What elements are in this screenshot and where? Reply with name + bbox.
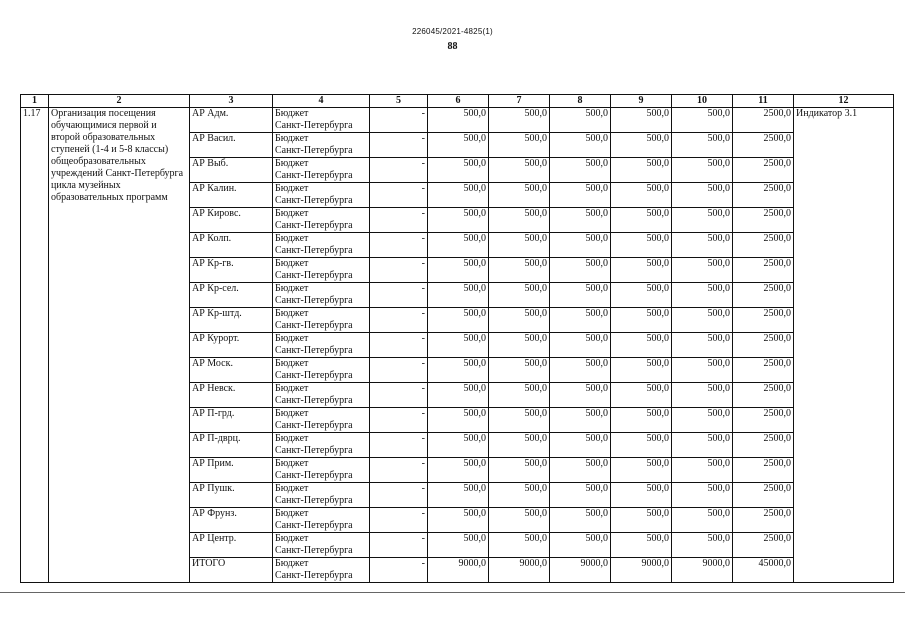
c6-value-cell: 500,0 (428, 133, 489, 158)
funding-source-line2: Санкт-Петербурга (275, 370, 353, 381)
column-header-6: 6 (428, 95, 489, 108)
funding-source-line2: Санкт-Петербурга (275, 295, 353, 306)
district-cell: АР Пушк. (190, 483, 273, 508)
funding-source-line1: Бюджет (275, 283, 309, 294)
col5-cell: - (370, 308, 428, 333)
district-cell: АР Фрунз. (190, 508, 273, 533)
c11-value-cell: 2500,0 (733, 208, 794, 233)
c9-value-cell: 500,0 (611, 533, 672, 558)
funding-source-line2: Санкт-Петербурга (275, 145, 353, 156)
funding-source-line1: Бюджет (275, 433, 309, 444)
funding-source-line1: Бюджет (275, 458, 309, 469)
funding-source-cell (273, 183, 370, 208)
c6-value-cell: 500,0 (428, 383, 489, 408)
c11-value-cell: 2500,0 (733, 458, 794, 483)
c10-value-cell: 500,0 (672, 108, 733, 133)
funding-source-line2: Санкт-Петербурга (275, 345, 353, 356)
c10-value-cell: 500,0 (672, 158, 733, 183)
c10-value-cell: 500,0 (672, 258, 733, 283)
c8-value-cell: 500,0 (550, 358, 611, 383)
c6-value-cell: 500,0 (428, 433, 489, 458)
c8-value-cell: 500,0 (550, 258, 611, 283)
funding-source-line1: Бюджет (275, 333, 309, 344)
funding-source-line2: Санкт-Петербурга (275, 420, 353, 431)
c10-value-cell: 500,0 (672, 383, 733, 408)
document-id: 226045/2021-4825(1) (412, 27, 493, 36)
funding-source-line1: Бюджет (275, 383, 309, 394)
c6-value-cell: 500,0 (428, 208, 489, 233)
c9-value-cell: 500,0 (611, 283, 672, 308)
funding-source-cell (273, 333, 370, 358)
funding-source-line1: Бюджет (275, 508, 309, 519)
district-cell: ИТОГО (190, 558, 273, 583)
c8-value-cell: 500,0 (550, 233, 611, 258)
c8-value-cell: 500,0 (550, 383, 611, 408)
c7-value-cell: 500,0 (489, 308, 550, 333)
district-cell: АР Центр. (190, 533, 273, 558)
funding-source-line2: Санкт-Петербурга (275, 495, 353, 506)
c6-value-cell: 500,0 (428, 258, 489, 283)
col5-cell: - (370, 408, 428, 433)
c11-value-cell: 2500,0 (733, 258, 794, 283)
funding-source-cell (273, 458, 370, 483)
c10-value-cell: 500,0 (672, 208, 733, 233)
c8-value-cell: 500,0 (550, 183, 611, 208)
funding-source-cell (273, 383, 370, 408)
column-header-row (21, 95, 894, 108)
col5-cell: - (370, 233, 428, 258)
c8-value-cell: 500,0 (550, 433, 611, 458)
col5-cell: - (370, 208, 428, 233)
c7-value-cell: 500,0 (489, 258, 550, 283)
col5-cell: - (370, 258, 428, 283)
funding-source-line2: Санкт-Петербурга (275, 170, 353, 181)
column-header-8: 8 (550, 95, 611, 108)
district-cell: АР П-грд. (190, 408, 273, 433)
c10-value-cell: 500,0 (672, 233, 733, 258)
c8-value-cell: 500,0 (550, 133, 611, 158)
c11-value-cell: 2500,0 (733, 308, 794, 333)
c7-value-cell: 500,0 (489, 183, 550, 208)
c9-value-cell: 500,0 (611, 308, 672, 333)
c7-value-cell: 500,0 (489, 533, 550, 558)
column-header-9: 9 (611, 95, 672, 108)
col5-cell: - (370, 333, 428, 358)
c10-value-cell: 500,0 (672, 183, 733, 208)
district-cell: АР Выб. (190, 158, 273, 183)
c10-value-cell: 500,0 (672, 358, 733, 383)
district-cell: АР Адм. (190, 108, 273, 133)
col5-cell: - (370, 558, 428, 583)
col5-cell: - (370, 508, 428, 533)
funding-source-line1: Бюджет (275, 258, 309, 269)
c11-value-cell: 2500,0 (733, 433, 794, 458)
c11-value-cell: 2500,0 (733, 508, 794, 533)
c8-value-cell: 500,0 (550, 208, 611, 233)
c6-value-cell: 500,0 (428, 308, 489, 333)
funding-source-line1: Бюджет (275, 358, 309, 369)
c10-value-cell: 500,0 (672, 508, 733, 533)
c6-value-cell: 500,0 (428, 508, 489, 533)
c9-value-cell: 500,0 (611, 208, 672, 233)
c11-value-cell: 2500,0 (733, 533, 794, 558)
funding-source-line1: Бюджет (275, 158, 309, 169)
c11-value-cell: 2500,0 (733, 383, 794, 408)
c11-value-cell: 2500,0 (733, 333, 794, 358)
indicator-cell: Индикатор 3.1 (794, 108, 894, 583)
c10-value-cell: 500,0 (672, 308, 733, 333)
col5-cell: - (370, 158, 428, 183)
funding-source-line2: Санкт-Петербурга (275, 270, 353, 281)
column-header-3: 3 (190, 95, 273, 108)
funding-source-line2: Санкт-Петербурга (275, 570, 353, 581)
funding-source-line2: Санкт-Петербурга (275, 395, 353, 406)
col5-cell: - (370, 283, 428, 308)
funding-source-cell (273, 108, 370, 133)
c9-value-cell: 500,0 (611, 233, 672, 258)
district-cell: АР Колп. (190, 233, 273, 258)
column-header-11: 11 (733, 95, 794, 108)
c7-value-cell: 500,0 (489, 483, 550, 508)
c8-value-cell: 500,0 (550, 108, 611, 133)
c8-value-cell: 500,0 (550, 483, 611, 508)
c8-value-cell: 500,0 (550, 158, 611, 183)
funding-source-cell (273, 433, 370, 458)
c9-value-cell: 500,0 (611, 483, 672, 508)
c8-value-cell: 500,0 (550, 308, 611, 333)
c10-value-cell: 500,0 (672, 483, 733, 508)
c6-value-cell: 500,0 (428, 183, 489, 208)
c7-value-cell: 500,0 (489, 408, 550, 433)
c6-value-cell: 500,0 (428, 458, 489, 483)
col5-cell: - (370, 133, 428, 158)
c8-value-cell: 500,0 (550, 533, 611, 558)
funding-source-cell (273, 533, 370, 558)
c7-value-cell: 9000,0 (489, 558, 550, 583)
c7-value-cell: 500,0 (489, 383, 550, 408)
funding-source-line2: Санкт-Петербурга (275, 195, 353, 206)
column-header-12: 12 (794, 95, 894, 108)
c8-value-cell: 500,0 (550, 508, 611, 533)
funding-source-line1: Бюджет (275, 183, 309, 194)
c11-value-cell: 2500,0 (733, 233, 794, 258)
c10-value-cell: 500,0 (672, 333, 733, 358)
col5-cell: - (370, 533, 428, 558)
funding-source-line2: Санкт-Петербурга (275, 120, 353, 131)
funding-source-line1: Бюджет (275, 133, 309, 144)
c7-value-cell: 500,0 (489, 233, 550, 258)
c6-value-cell: 500,0 (428, 283, 489, 308)
c9-value-cell: 500,0 (611, 183, 672, 208)
c6-value-cell: 500,0 (428, 333, 489, 358)
funding-source-line1: Бюджет (275, 308, 309, 319)
c7-value-cell: 500,0 (489, 133, 550, 158)
c7-value-cell: 500,0 (489, 333, 550, 358)
funding-source-line2: Санкт-Петербурга (275, 445, 353, 456)
activity-description-cell: Организация посещения обучающимися первой и второй образовательных ступеней (1-4 и 5-8 классы) общеобразовательных учреждений Санкт-Петербурга цикла музейных образовательных программ (49, 108, 190, 583)
c6-value-cell: 500,0 (428, 108, 489, 133)
funding-source-line1: Бюджет (275, 108, 309, 119)
district-cell: АР Прим. (190, 458, 273, 483)
col5-cell: - (370, 383, 428, 408)
page-edge-line (0, 592, 905, 593)
funding-source-line1: Бюджет (275, 208, 309, 219)
district-cell: АР Моск. (190, 358, 273, 383)
funding-source-cell (273, 358, 370, 383)
district-cell: АР Курорт. (190, 333, 273, 358)
c8-value-cell: 500,0 (550, 458, 611, 483)
c7-value-cell: 500,0 (489, 358, 550, 383)
c7-value-cell: 500,0 (489, 108, 550, 133)
c11-value-cell: 2500,0 (733, 408, 794, 433)
funding-source-line1: Бюджет (275, 483, 309, 494)
c10-value-cell: 500,0 (672, 133, 733, 158)
c9-value-cell: 500,0 (611, 133, 672, 158)
c11-value-cell: 2500,0 (733, 108, 794, 133)
c9-value-cell: 500,0 (611, 358, 672, 383)
table-row (21, 108, 894, 133)
col5-cell: - (370, 458, 428, 483)
district-cell: АР Кировс. (190, 208, 273, 233)
page-number: 88 (447, 41, 458, 52)
c9-value-cell: 500,0 (611, 333, 672, 358)
c6-value-cell: 500,0 (428, 233, 489, 258)
c6-value-cell: 500,0 (428, 533, 489, 558)
c9-value-cell: 9000,0 (611, 558, 672, 583)
funding-source-line1: Бюджет (275, 233, 309, 244)
funding-source-cell (273, 208, 370, 233)
column-header-4: 4 (273, 95, 370, 108)
c10-value-cell: 500,0 (672, 283, 733, 308)
c6-value-cell: 500,0 (428, 483, 489, 508)
c7-value-cell: 500,0 (489, 458, 550, 483)
funding-source-cell (273, 233, 370, 258)
c11-value-cell: 2500,0 (733, 158, 794, 183)
c6-value-cell: 500,0 (428, 158, 489, 183)
c9-value-cell: 500,0 (611, 508, 672, 533)
funding-source-line2: Санкт-Петербурга (275, 220, 353, 231)
c11-value-cell: 45000,0 (733, 558, 794, 583)
funding-source-line2: Санкт-Петербурга (275, 470, 353, 481)
c10-value-cell: 500,0 (672, 533, 733, 558)
c10-value-cell: 500,0 (672, 408, 733, 433)
column-header-5: 5 (370, 95, 428, 108)
district-cell: АР Кр-сел. (190, 283, 273, 308)
c7-value-cell: 500,0 (489, 158, 550, 183)
c9-value-cell: 500,0 (611, 408, 672, 433)
col5-cell: - (370, 358, 428, 383)
funding-source-line1: Бюджет (275, 408, 309, 419)
c10-value-cell: 500,0 (672, 433, 733, 458)
c8-value-cell: 9000,0 (550, 558, 611, 583)
district-cell: АР П-дврц. (190, 433, 273, 458)
col5-cell: - (370, 108, 428, 133)
district-cell: АР Калин. (190, 183, 273, 208)
c7-value-cell: 500,0 (489, 283, 550, 308)
c9-value-cell: 500,0 (611, 383, 672, 408)
c8-value-cell: 500,0 (550, 408, 611, 433)
c10-value-cell: 500,0 (672, 458, 733, 483)
funding-source-cell (273, 308, 370, 333)
district-cell: АР Кр-гв. (190, 258, 273, 283)
c10-value-cell: 9000,0 (672, 558, 733, 583)
col5-cell: - (370, 183, 428, 208)
funding-source-cell (273, 283, 370, 308)
c11-value-cell: 2500,0 (733, 133, 794, 158)
c11-value-cell: 2500,0 (733, 483, 794, 508)
funding-source-cell (273, 158, 370, 183)
c6-value-cell: 500,0 (428, 358, 489, 383)
column-header-1: 1 (21, 95, 49, 108)
c8-value-cell: 500,0 (550, 333, 611, 358)
item-number-cell: 1.17 (21, 108, 49, 583)
funding-source-cell (273, 483, 370, 508)
district-cell: АР Невск. (190, 383, 273, 408)
c7-value-cell: 500,0 (489, 208, 550, 233)
funding-source-line1: Бюджет (275, 558, 309, 569)
c8-value-cell: 500,0 (550, 283, 611, 308)
funding-source-line1: Бюджет (275, 533, 309, 544)
funding-source-cell (273, 508, 370, 533)
col5-cell: - (370, 483, 428, 508)
column-header-7: 7 (489, 95, 550, 108)
col5-cell: - (370, 433, 428, 458)
funding-source-line2: Санкт-Петербурга (275, 245, 353, 256)
budget-table (20, 94, 894, 583)
c7-value-cell: 500,0 (489, 433, 550, 458)
funding-source-line2: Санкт-Петербурга (275, 520, 353, 531)
funding-source-line2: Санкт-Петербурга (275, 545, 353, 556)
c7-value-cell: 500,0 (489, 508, 550, 533)
c9-value-cell: 500,0 (611, 458, 672, 483)
c9-value-cell: 500,0 (611, 433, 672, 458)
funding-source-cell (273, 258, 370, 283)
c11-value-cell: 2500,0 (733, 183, 794, 208)
funding-source-cell (273, 408, 370, 433)
c9-value-cell: 500,0 (611, 158, 672, 183)
district-cell: АР Кр-штд. (190, 308, 273, 333)
funding-source-cell (273, 558, 370, 583)
column-header-10: 10 (672, 95, 733, 108)
c9-value-cell: 500,0 (611, 258, 672, 283)
funding-source-line2: Санкт-Петербурга (275, 320, 353, 331)
district-cell: АР Васил. (190, 133, 273, 158)
c11-value-cell: 2500,0 (733, 358, 794, 383)
funding-source-cell (273, 133, 370, 158)
c6-value-cell: 9000,0 (428, 558, 489, 583)
c9-value-cell: 500,0 (611, 108, 672, 133)
c6-value-cell: 500,0 (428, 408, 489, 433)
c11-value-cell: 2500,0 (733, 283, 794, 308)
column-header-2: 2 (49, 95, 190, 108)
